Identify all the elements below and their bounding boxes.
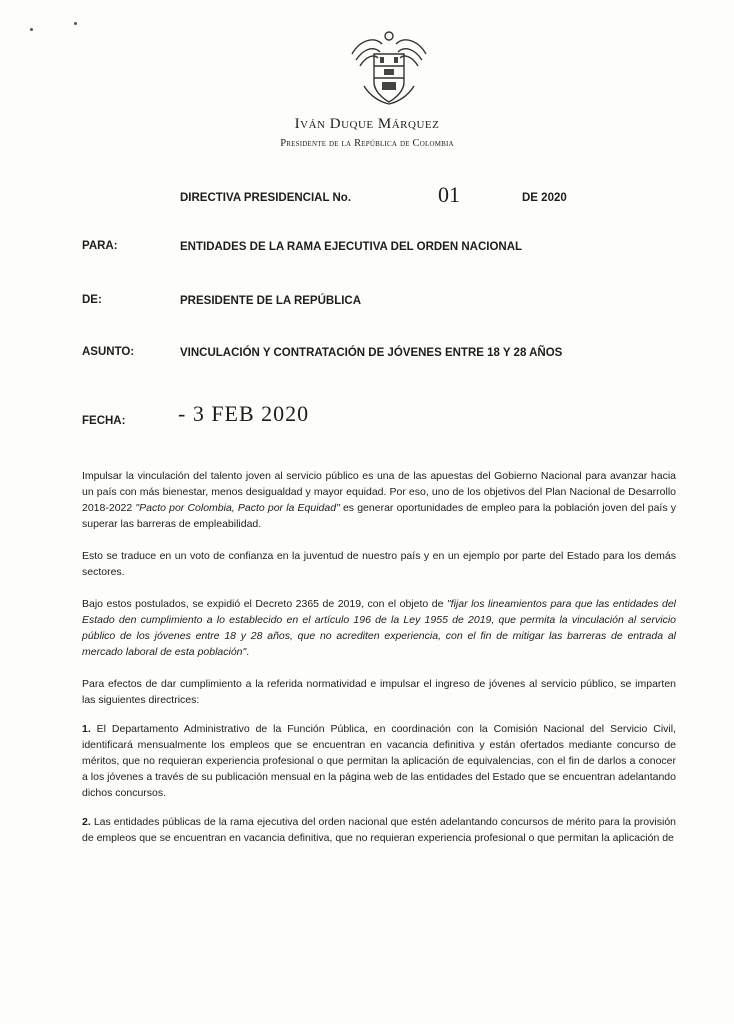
para-label: PARA: [82,240,118,252]
item-2-text: Las entidades públicas de la rama ejecutiva del orden nacional que estén adelantando concursos de mérito para la provisión de empleos que se encuentran en vacancia definitiva, que no requieran experiencia profesional o que permitan la aplicación de [82,816,676,844]
item-1-number: 1. [82,723,91,735]
item-2-number: 2. [82,816,91,828]
letterhead-name: Iván Duque Márquez [294,116,440,132]
fecha-label: FECHA: [82,415,126,427]
coat-of-arms-seal [346,24,432,110]
directive-item-1 [82,721,676,801]
letterhead-role: Presidente de la República de Colombia [280,138,454,149]
paragraph-4: Para efectos de dar cumplimiento a la referida normatividad e impulsar el ingreso de jóvenes al servicio público, se imparten las siguientes directrices: [82,678,676,706]
para-value: ENTIDADES DE LA RAMA EJECUTIVA DEL ORDEN NACIONAL [180,241,523,253]
fecha-stamp: - 3 FEB 2020 [178,401,310,426]
paragraph-1 [82,468,676,532]
asunto-label: ASUNTO: [82,346,135,358]
document-body [82,468,676,862]
p3-text-b: . [246,646,250,658]
paragraph-3 [82,596,676,660]
p3-italic: "fijar los lineamientos para que las entidades del Estado den cumplimiento a lo establecido en el artículo 196 de la Ley 1955 de 2019, que permita la vinculación al servicio público de los jóvenes entre 18 y 28 años, que no acrediten experiencia, con el fin de mitigar las barreras de entrada al mercado laboral de esta población" [82,598,676,658]
p3-text-a: Bajo estos postulados, se expidió el Decreto 2365 de 2019, con el objeto de [82,598,447,610]
p1-text-a: Impulsar la vinculación del talento joven al servicio público es una de las apuestas del Gobierno Nacional para avanzar hacia un país con más bienestar, menos desigualdad y mayor equidad. Por eso, uno de los objetivos del Plan Nacional de Desarrollo 2018-2022 [82,470,676,514]
paragraph-2: Esto se traduce en un voto de confianza en la juventud de nuestro país y en un ejemplo por parte del Estado para los demás sectores. [82,550,676,578]
de-value: PRESIDENTE DE LA REPÚBLICA [180,295,362,307]
p1-italic: "Pacto por Colombia, Pacto por la Equidad" [135,502,340,514]
directive-label: DIRECTIVA PRESIDENCIAL No. [180,192,352,204]
directive-number: 01 [438,182,460,207]
directive-year: DE 2020 [522,192,567,204]
item-1-text: El Departamento Administrativo de la Función Pública, en coordinación con la Comisión Nacional del Servicio Civil, identificará mensualmente los empleos que se encuentran en vacancia definitiva y están ofertados mediante concurso de méritos, que no requieran experiencia profesional o que permitan la aplicación de equivalencias, con el fin de darlos a conocer a los jóvenes a través de su publicación mensual en la página web de las entidades del Estado que se encuentran adelantando dichos concursos. [82,723,676,799]
directive-item-2 [82,814,676,846]
p1-text-b: es generar oportunidades de empleo para la población joven del país y superar las barreras de empleabilidad. [82,502,676,530]
asunto-value: VINCULACIÓN Y CONTRATACIÓN DE JÓVENES ENTRE 18 Y 28 AÑOS [180,347,563,359]
de-label: DE: [82,294,102,306]
